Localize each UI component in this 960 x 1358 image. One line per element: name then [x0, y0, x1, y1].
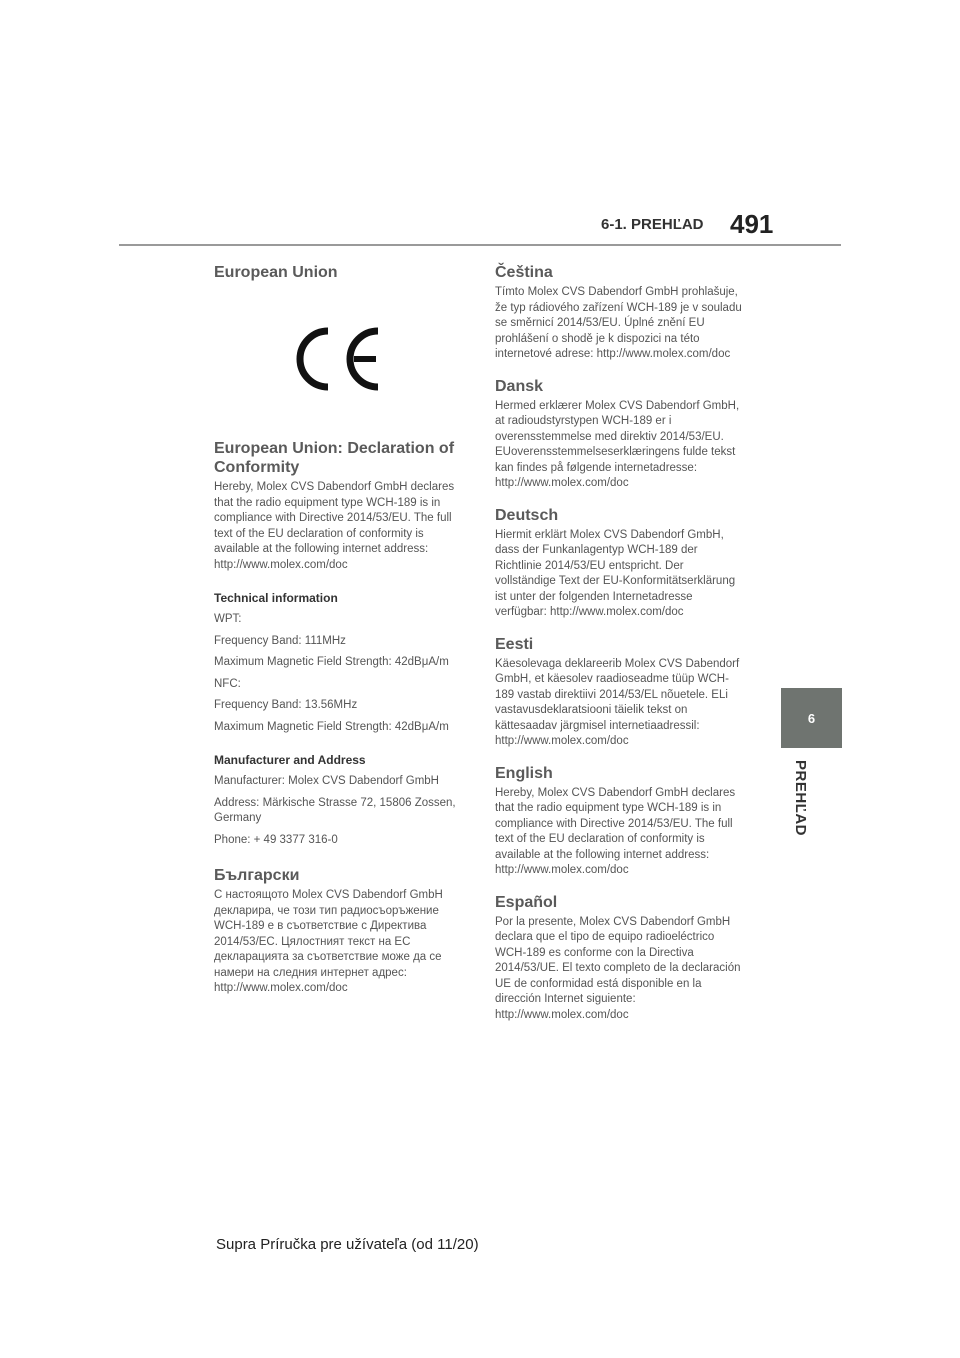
tech-line: Maximum Magnetic Field Strength: 42dBμA/m — [214, 656, 449, 668]
left-column — [214, 263, 464, 997]
estonian-title: Eesti — [495, 635, 534, 653]
bulgarian-text: С настоящото Molex CVS Dabendorf GmbH декларира, че този тип радиосъоръжение WCH-189 е в съответствие с Директива 2014/53/ЕС. Цялостният текст на ЕС декларацията за съответствие може да се намери на следния интернет адрес: http://www.molex.com/doc — [214, 889, 443, 994]
danish-text: Hermed erklærer Molex CVS Dabendorf GmbH, at radioudstyrstypen WCH-189 er i overensstemmelse med direktiv 2014/53/EU. EUoverensstemmelseserklæringens fulde tekst kan findes på følgende internetadresse: http://www.molex.com/doc — [495, 399, 740, 489]
tech-line: WPT: — [214, 613, 242, 625]
page-footer: Supra Príručka pre užívateľa (od 11/20) — [216, 1236, 479, 1253]
spanish-title: Español — [495, 893, 558, 911]
english-title: English — [495, 764, 553, 782]
chapter-side-label: PREHĽAD — [792, 760, 809, 837]
declaration-title: European Union: Declaration of Conformity — [214, 440, 455, 476]
czech-title: Čeština — [495, 264, 553, 281]
ce-mark-icon — [296, 326, 382, 392]
header-divider — [119, 244, 841, 246]
estonian-text: Käesolevaga deklareerib Molex CVS Dabendorf GmbH, et käesolev raadioseadme tüüp WCH-189 vastab direktiivi 2014/53/EL nõuetele. ELi vastavusdeklaratsiooni täielik tekst on kättesaadav järgmisel internetiaadressil: http://www.molex.com/doc — [495, 657, 740, 747]
czech-text: Tímto Molex CVS Dabendorf GmbH prohlašuje, že typ rádiového zařízení WCH-189 je v souladu se směrnicí 2014/53/EU. Úplné znění EU prohlášení o shodě je k dispozici na této internetové adrese: http://www.molex.com/doc — [495, 286, 742, 360]
tech-line: Frequency Band: 13.56MHz — [214, 699, 358, 711]
german-text: Hiermit erklärt Molex CVS Dabendorf GmbH, dass der Funkanlagentyp WCH-189 der Richtlinie 2014/53/EU entspricht. Der vollständige Text der EU-Konformitätserklärung ist unter der folgenden Internetadresse verfügbar: http://www.molex.com/doc — [495, 528, 736, 618]
english-text: Hereby, Molex CVS Dabendorf GmbH declares that the radio equipment type WCH-189 is in compliance with Directive 2014/53/EU. The full text of the EU declaration of conformity is available at the following internet address: http://www.molex.com/doc — [495, 786, 736, 876]
manufacturer-title: Manufacturer and Address — [214, 753, 366, 767]
german-title: Deutsch — [495, 506, 559, 524]
technical-info-title: Technical information — [214, 591, 338, 605]
tech-line: Maximum Magnetic Field Strength: 42dBμA/m — [214, 720, 449, 733]
page-number: 491 — [730, 209, 774, 239]
danish-title: Dansk — [495, 377, 544, 395]
manufacturer-line: Manufacturer: Molex CVS Dabendorf GmbH — [214, 775, 439, 787]
tech-line: Frequency Band: 111MHz — [214, 634, 346, 647]
eu-title: European Union — [214, 264, 338, 281]
chapter-tab: 6 — [781, 688, 842, 748]
declaration-text: Hereby, Molex CVS Dabendorf GmbH declares that the radio equipment type WCH-189 is in compliance with Directive 2014/53/EU. The full text of the EU declaration of conformity is available at the following internet address: http://www.molex.com/doc — [214, 481, 455, 571]
spanish-text: Por la presente, Molex CVS Dabendorf GmbH declara que el tipo de equipo radioeléctrico WCH-189 es conforme con la Directiva 2014/53/UE. El texto completo de la declaración UE de conformidad está disponible en la dirección Internet siguiente: http://www.molex.com/doc — [495, 915, 741, 1021]
bulgarian-title: Български — [214, 867, 300, 884]
manufacturer-line: Phone: + 49 3377 316-0 — [214, 833, 338, 846]
manufacturer-line: Address: Märkische Strasse 72, 15806 Zossen, Germany — [214, 796, 456, 824]
right-column — [495, 263, 745, 1023]
running-header-section: 6-1. PREHĽAD — [601, 216, 704, 233]
tech-line: NFC: — [214, 677, 241, 690]
